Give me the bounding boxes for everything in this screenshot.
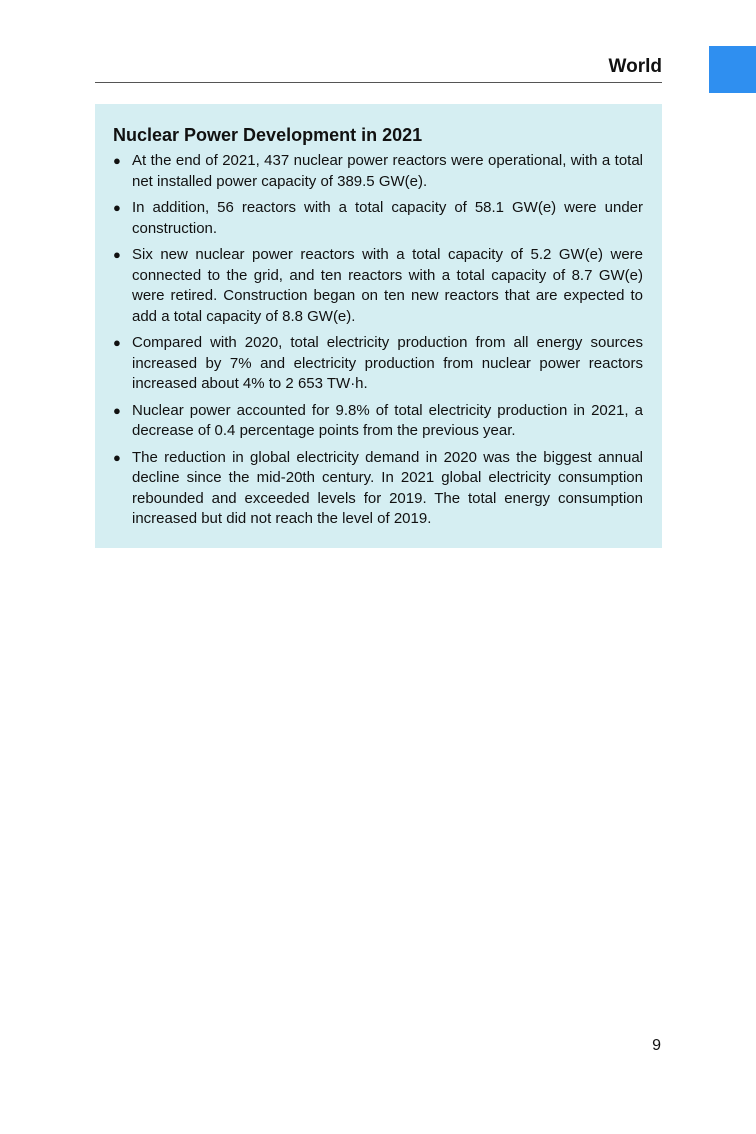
list-item-text: In addition, 56 reactors with a total capacity of 58.1 GW(e) were under construction. bbox=[132, 199, 643, 237]
bullet-icon: ● bbox=[113, 449, 121, 465]
list-item bbox=[113, 333, 643, 395]
bullet-list bbox=[113, 151, 643, 530]
list-item-text: Nuclear power accounted for 9.8% of total electricity production in 2021, a decrease of 0.4 percentage points from the previous year. bbox=[132, 401, 643, 439]
bullet-icon: ● bbox=[113, 153, 121, 168]
list-item-text: At the end of 2021, 437 nuclear power reactors were operational, with a total net installed power capacity of 389.5 GW(e). bbox=[132, 152, 643, 190]
list-item bbox=[113, 401, 643, 442]
list-item-text: Compared with 2020, total electricity production from all energy sources increased by 7% and electricity production from nuclear power reactors increased about 4% to 2 653 TW·h. bbox=[132, 334, 643, 392]
bullet-icon: ● bbox=[113, 402, 121, 418]
section-header bbox=[95, 56, 662, 83]
list-item bbox=[113, 448, 643, 530]
list-item bbox=[113, 151, 643, 192]
bullet-icon: ● bbox=[113, 335, 121, 350]
box-title: Nuclear Power Development in 2021 bbox=[113, 125, 423, 145]
bullet-icon: ● bbox=[113, 200, 121, 215]
section-title: World bbox=[608, 56, 662, 77]
section-tab-marker bbox=[709, 46, 756, 93]
page-number: 9 bbox=[652, 1037, 661, 1054]
list-item bbox=[113, 245, 643, 327]
list-item-text: The reduction in global electricity demand in 2020 was the biggest annual decline since the mid-20th century. In 2021 global electricity consumption rebounded and exceeded levels for 2019. The total energy consumption increased but did not reach the level of 2019. bbox=[132, 448, 643, 527]
list-item bbox=[113, 198, 643, 239]
info-box bbox=[95, 104, 662, 548]
bullet-icon: ● bbox=[113, 247, 121, 262]
list-item-text: Six new nuclear power reactors with a total capacity of 5.2 GW(e) were connected to the grid, and ten reactors with a total capacity of 8.7 GW(e) were retired. Construction began on ten new reactors that are expected to add a total capacity of 8.8 GW(e). bbox=[132, 246, 643, 325]
